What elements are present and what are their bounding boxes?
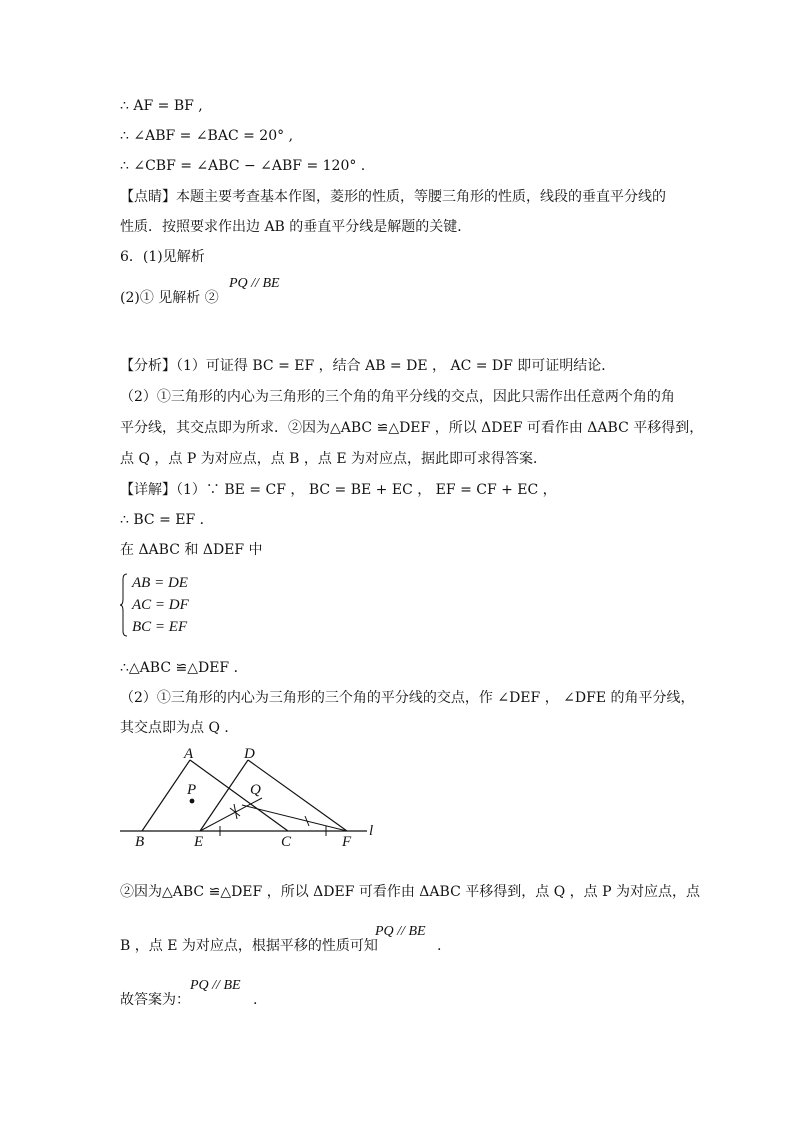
text-line: ∴ AF = BF , — [120, 98, 203, 114]
label-line-l: l — [369, 823, 374, 839]
math-expression: PQ // BE — [229, 276, 280, 291]
label-b: B — [135, 834, 145, 850]
side-ac — [190, 760, 288, 831]
text-line: ∴ ∠ABF = ∠BAC = 20° , — [120, 128, 294, 144]
solution-line: 【详解】（1）∵ BE = CF ， BC = BE + EC ， EF = CF + EC ， — [120, 482, 557, 498]
label-f: F — [342, 834, 352, 850]
math-expression: PQ // BE — [375, 924, 426, 939]
side-ab — [142, 760, 190, 831]
bisector-f — [242, 805, 347, 831]
equation-row: BC = EF — [132, 619, 188, 635]
question-number: 6．(1)见解析 — [120, 249, 205, 265]
text-line: (2)① 见解析 ② — [120, 290, 219, 306]
point-p — [190, 799, 195, 804]
bisector-e — [200, 798, 262, 831]
analysis-line: 【分析】（1）可证得 BC = EF ，结合 AB = DE ， AC = DF 即可证明结论． — [120, 358, 616, 374]
math-expression: PQ // BE — [190, 978, 241, 993]
solution-line: B ，点 E 为对应点，根据平移的性质可知 — [120, 938, 378, 954]
label-e: E — [194, 834, 204, 850]
analysis-line: （2）①三角形的内心为三角形的三个角的角平分线的交点，因此只需作出任意两个角的角 — [120, 389, 675, 405]
solution-line: ∴ BC = EF ． — [120, 512, 214, 528]
label-p: P — [187, 782, 197, 798]
side-de — [200, 760, 248, 831]
text-line: 性质．按照要求作出边 AB 的垂直平分线是解题的关键． — [120, 219, 472, 235]
analysis-line: 平分线，其交点即为所求．②因为△ABC ≌△DEF ，所以 ΔDEF 可看作由 ΔABC 平移得到， — [120, 420, 704, 436]
solution-line: 在 ΔABC 和 ΔDEF 中 — [120, 542, 263, 558]
period: . — [253, 992, 258, 1008]
answer-line: 故答案为： — [120, 992, 190, 1008]
label-d: D — [244, 746, 255, 762]
text-line: ∴ ∠CBF = ∠ABC − ∠ABF = 120° . — [120, 158, 366, 174]
geometry-figure — [110, 740, 390, 855]
equation-row: AC = DF — [132, 597, 189, 613]
text-line: 【点睛】本题主要考查基本作图，菱形的性质，等腰三角形的性质，线段的垂直平分线的 — [120, 189, 666, 205]
solution-line: （2）①三角形的内心为三角形的三个角的平分线的交点，作 ∠DEF ， ∠DFE 的角平分线， — [120, 690, 695, 706]
label-a: A — [184, 746, 194, 762]
solution-line: ②因为△ABC ≌△DEF ，所以 ΔDEF 可看作由 ΔABC 平移得到，点 Q ，点 P 为对应点，点 — [120, 884, 700, 900]
brace-icon — [120, 573, 128, 637]
label-c: C — [281, 834, 292, 850]
solution-line: ∴△ABC ≌△DEF ． — [120, 660, 248, 676]
label-q: Q — [250, 782, 261, 798]
solution-line: 其交点即为点 Q ． — [120, 720, 239, 736]
side-df — [248, 760, 347, 831]
period: . — [437, 938, 442, 954]
equation-row: AB = DE — [132, 575, 188, 591]
analysis-line: 点 Q ，点 P 为对应点，点 B ，点 E 为对应点，据此即可求得答案． — [120, 451, 548, 467]
